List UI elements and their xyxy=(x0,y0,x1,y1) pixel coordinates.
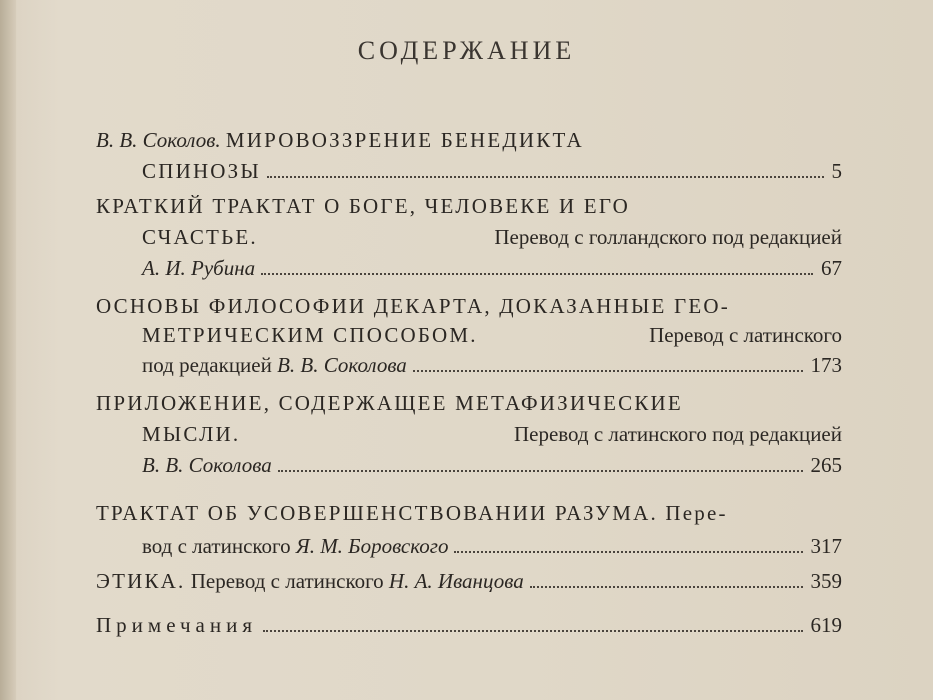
page-number: 265 xyxy=(810,453,842,477)
page-edge xyxy=(0,0,16,700)
leader-dots xyxy=(413,369,803,372)
toc-entry-2-line-1: КРАТКИЙ ТРАКТАТ О БОГЕ, ЧЕЛОВЕКЕ И ЕГО xyxy=(96,194,631,218)
entry-title-cont: СЧАСТЬЕ. xyxy=(142,225,258,249)
toc-entry-1-line-1 xyxy=(96,127,842,153)
entry-translation xyxy=(142,533,448,559)
toc-entry-7 xyxy=(96,612,842,638)
toc-entry-3-line-3 xyxy=(142,352,842,378)
entry-title-cont: МЕТРИЧЕСКИМ СПОСОБОМ. xyxy=(142,323,478,347)
toc-entry-2-line-3 xyxy=(142,255,842,281)
toc-entry-4-line-2 xyxy=(142,421,842,447)
toc-entry-4-line-1: ПРИЛОЖЕНИЕ, СОДЕРЖАЩЕЕ МЕТАФИЗИЧЕСКИЕ xyxy=(96,391,683,415)
leader-dots xyxy=(530,585,803,588)
entry-title: ЭТИКА. xyxy=(96,569,186,593)
leader-dots xyxy=(278,469,803,472)
toc-entry-2-line-2 xyxy=(142,224,842,250)
page-number: 317 xyxy=(810,534,842,558)
leader-dots xyxy=(454,550,802,553)
translation-text: вод с латинского xyxy=(142,534,291,558)
toc-entry-5-line-1: ТРАКТАТ ОБ УСОВЕРШЕНСТВОВАНИИ РАЗУМА. Пере- xyxy=(96,501,728,525)
page-number: 173 xyxy=(810,353,842,377)
toc-entry-3-line-2 xyxy=(142,322,842,348)
entry-translation: Перевод с голландского под редакцией xyxy=(494,225,842,249)
entry-translation: Перевод с латинского под редакцией xyxy=(513,422,842,446)
toc-entry-3-line-1: ОСНОВЫ ФИЛОСОФИИ ДЕКАРТА, ДОКАЗАННЫЕ ГЕО- xyxy=(96,294,730,318)
entry-translator: Н. А. Иванцова xyxy=(388,569,524,593)
entry-title: Примечания xyxy=(96,613,258,637)
leader-dots xyxy=(263,629,802,632)
page-number: 67 xyxy=(821,256,842,280)
toc-entry-4-line-3 xyxy=(142,452,842,478)
entry-editor: А. И. Рубина xyxy=(142,256,256,280)
toc-entry-6 xyxy=(96,568,842,594)
toc-entry-5-line-2 xyxy=(142,533,842,559)
page-number: 5 xyxy=(831,159,842,183)
entry-author: В. В. Соколов. xyxy=(96,128,221,152)
editor-prefix-text: под редакцией xyxy=(142,353,272,377)
entry-translation: Перевод с латинского xyxy=(649,323,842,347)
entry-translator: Я. М. Боровского xyxy=(295,534,449,558)
entry-editor: В. В. Соколова xyxy=(142,453,272,477)
leader-dots xyxy=(261,272,813,275)
entry-title-cont: СПИНОЗЫ xyxy=(142,159,261,183)
entry-editor-prefix xyxy=(142,352,407,378)
entry-title-cont: МЫСЛИ. xyxy=(142,422,241,446)
entry-editor: В. В. Соколова xyxy=(277,353,407,377)
toc-entry-1-line-2 xyxy=(142,158,842,184)
translation-text: Перевод с латинского xyxy=(190,569,384,593)
leader-dots xyxy=(267,175,824,178)
entry-line xyxy=(96,568,524,594)
page-number: 619 xyxy=(810,613,842,637)
entry-title: МИРОВОЗЗРЕНИЕ БЕНЕДИКТА xyxy=(225,128,584,152)
page-number: 359 xyxy=(810,569,842,593)
contents-heading: СОДЕРЖАНИЕ xyxy=(357,36,576,65)
